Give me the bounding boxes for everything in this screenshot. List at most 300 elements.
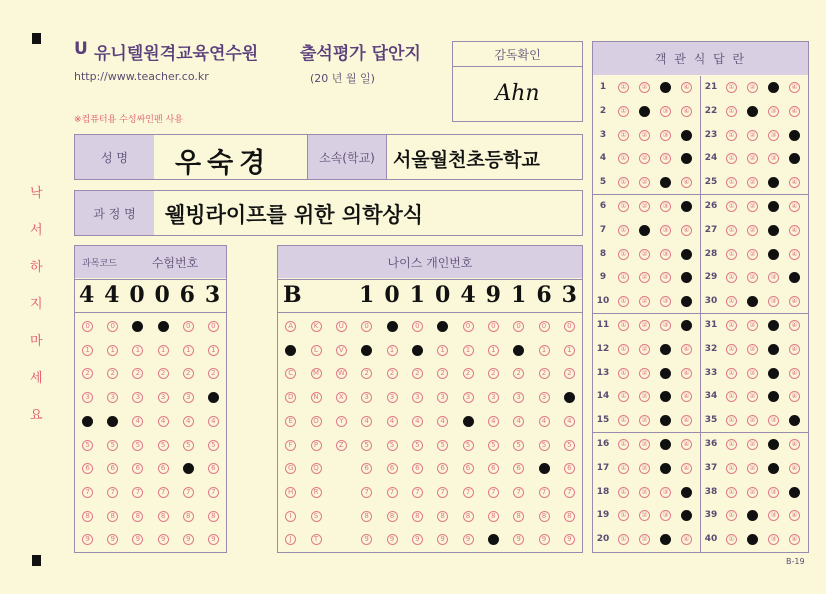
answer-bubble: ④ bbox=[681, 130, 692, 141]
answer-bubble: ② bbox=[639, 391, 650, 402]
nice-bubble: 6 bbox=[564, 463, 575, 474]
answer-bubble: ③ bbox=[768, 225, 779, 236]
answer-bubble: ① bbox=[726, 225, 737, 236]
nice-bubble: 5 bbox=[488, 440, 499, 451]
answer-bubble: ④ bbox=[681, 201, 692, 212]
nice-bubble: S bbox=[311, 511, 322, 522]
answer-bubble: ① bbox=[618, 249, 629, 260]
answer-bubble: ④ bbox=[681, 439, 692, 450]
exam-bubble: 6 bbox=[183, 463, 194, 474]
nice-bubble: 7 bbox=[463, 487, 474, 498]
exam-bubble: 7 bbox=[183, 487, 194, 498]
exam-bubble: 3 bbox=[132, 392, 143, 403]
notice-text: ※컴퓨터용 수성싸인펜 사용 bbox=[74, 115, 183, 125]
answer-bubble: ② bbox=[639, 177, 650, 188]
nice-bubble: 6 bbox=[513, 463, 524, 474]
answer-bubble: ① bbox=[618, 130, 629, 141]
question-number: 18 bbox=[596, 486, 610, 497]
answer-bubble: ① bbox=[726, 439, 737, 450]
question-number: 14 bbox=[596, 391, 610, 402]
answer-bubble: ③ bbox=[768, 415, 779, 426]
exam-bubble: 8 bbox=[183, 511, 194, 522]
answer-section bbox=[592, 41, 809, 553]
exam-bubble: 8 bbox=[82, 511, 93, 522]
exam-number-section bbox=[74, 245, 227, 553]
exam-bubble: 9 bbox=[183, 534, 194, 545]
question-number: 12 bbox=[596, 343, 610, 354]
question-number: 39 bbox=[704, 510, 718, 521]
question-number: 3 bbox=[599, 129, 607, 140]
answer-bubble: ② bbox=[747, 391, 758, 402]
answer-bubble: ① bbox=[726, 296, 737, 307]
supervisor-label: 감독확인 bbox=[453, 42, 582, 67]
nice-digit: 3 bbox=[561, 282, 577, 308]
question-number: 5 bbox=[599, 177, 607, 188]
nice-bubble: 3 bbox=[437, 392, 448, 403]
answer-bubble: ① bbox=[618, 510, 629, 521]
question-number: 11 bbox=[596, 320, 610, 330]
nice-bubble: 2 bbox=[564, 368, 575, 379]
nice-bubble: 1 bbox=[437, 345, 448, 356]
nice-bubble: 3 bbox=[564, 392, 575, 403]
nice-bubble: 3 bbox=[513, 392, 524, 403]
nice-bubble: 4 bbox=[412, 416, 423, 427]
answer-bubble: ④ bbox=[681, 177, 692, 188]
answer-bubble: ③ bbox=[660, 177, 671, 188]
header-date: (20 년 월 일) bbox=[310, 72, 375, 85]
exam-bubble: 8 bbox=[107, 511, 118, 522]
nice-bubble: 7 bbox=[412, 487, 423, 498]
answer-bubble: ③ bbox=[768, 368, 779, 379]
answer-bubble: ④ bbox=[789, 391, 800, 402]
nice-bubble: 7 bbox=[361, 487, 372, 498]
exam-bubble: 4 bbox=[183, 416, 194, 427]
exam-bubble: 6 bbox=[158, 463, 169, 474]
nice-bubble: 2 bbox=[437, 368, 448, 379]
answer-bubble: ④ bbox=[789, 320, 800, 331]
nice-digit: 9 bbox=[485, 282, 501, 308]
question-number: 15 bbox=[596, 415, 610, 426]
nice-bubble: 5 bbox=[513, 440, 524, 451]
answer-bubble: ④ bbox=[681, 510, 692, 521]
answer-bubble: ③ bbox=[660, 344, 671, 355]
nice-bubble: 0 bbox=[564, 321, 575, 332]
nice-bubble: 7 bbox=[387, 487, 398, 498]
exam-bubble: 4 bbox=[82, 416, 93, 427]
answer-bubble: ③ bbox=[660, 296, 671, 307]
nice-bubble: X bbox=[336, 392, 347, 403]
side-char: 하 bbox=[30, 260, 43, 275]
exam-bubble: 1 bbox=[158, 345, 169, 356]
nice-bubble: 1 bbox=[513, 345, 524, 356]
exam-bubble: 3 bbox=[158, 392, 169, 403]
nice-bubble: 2 bbox=[463, 368, 474, 379]
nice-bubble: 3 bbox=[387, 392, 398, 403]
answer-bubble: ① bbox=[618, 344, 629, 355]
exam-bubble: 7 bbox=[158, 487, 169, 498]
exam-bubble: 8 bbox=[158, 511, 169, 522]
answer-bubble: ① bbox=[726, 510, 737, 521]
registration-mark-top bbox=[32, 33, 41, 44]
nice-bubble: H bbox=[285, 487, 296, 498]
question-number: 25 bbox=[704, 177, 718, 188]
exam-bubble: 9 bbox=[208, 534, 219, 545]
nice-bubble: 0 bbox=[539, 321, 550, 332]
answer-bubble: ④ bbox=[681, 344, 692, 355]
question-number: 19 bbox=[596, 510, 610, 521]
nice-number-label: 나이스 개인번호 bbox=[278, 246, 582, 278]
answer-bubble: ③ bbox=[660, 463, 671, 474]
answer-bubble: ④ bbox=[789, 130, 800, 141]
nice-bubble: 4 bbox=[387, 416, 398, 427]
exam-bubble: 8 bbox=[132, 511, 143, 522]
answer-bubble: ③ bbox=[768, 296, 779, 307]
exam-bubble: 5 bbox=[82, 440, 93, 451]
nice-bubble: 7 bbox=[437, 487, 448, 498]
nice-bubble: 0 bbox=[361, 321, 372, 332]
nice-digit: 0 bbox=[384, 282, 400, 308]
nice-bubble: 3 bbox=[412, 392, 423, 403]
question-number: 26 bbox=[704, 201, 718, 211]
question-number: 34 bbox=[704, 391, 718, 402]
name-row bbox=[74, 134, 583, 180]
exam-digit: 0 bbox=[154, 282, 170, 308]
answer-bubble: ② bbox=[747, 415, 758, 426]
answer-bubble: ① bbox=[726, 320, 737, 331]
answer-bubble: ① bbox=[726, 82, 737, 93]
nice-bubble: 6 bbox=[488, 463, 499, 474]
question-number: 37 bbox=[704, 462, 718, 473]
nice-bubble: 8 bbox=[488, 511, 499, 522]
nice-bubble: 4 bbox=[488, 416, 499, 427]
exam-bubble: 7 bbox=[107, 487, 118, 498]
nice-number-section bbox=[277, 245, 583, 553]
answer-bubble: ② bbox=[639, 439, 650, 450]
side-char: 낙 bbox=[30, 186, 43, 201]
answer-bubble: ④ bbox=[789, 82, 800, 93]
answer-bubble: ② bbox=[747, 510, 758, 521]
exam-bubble: 1 bbox=[82, 345, 93, 356]
answer-bubble: ③ bbox=[768, 82, 779, 93]
answer-bubble: ① bbox=[618, 368, 629, 379]
answer-bubble: ④ bbox=[681, 368, 692, 379]
nice-bubble: 9 bbox=[463, 534, 474, 545]
answer-bubble: ② bbox=[747, 439, 758, 450]
affiliation-value: 서울월천초등학교 bbox=[393, 149, 540, 171]
answer-bubble: ② bbox=[639, 249, 650, 260]
exam-bubble: 2 bbox=[208, 368, 219, 379]
nice-bubble: K bbox=[311, 321, 322, 332]
answer-bubble: ① bbox=[618, 296, 629, 307]
answer-bubble: ④ bbox=[789, 201, 800, 212]
answer-bubble: ② bbox=[747, 296, 758, 307]
exam-bubble: 0 bbox=[158, 321, 169, 332]
question-number: 4 bbox=[599, 153, 607, 164]
exam-bubble: 5 bbox=[107, 440, 118, 451]
exam-number-bubble-grid bbox=[75, 312, 226, 552]
answer-bubble: ① bbox=[618, 463, 629, 474]
answer-bubble: ④ bbox=[681, 415, 692, 426]
question-number: 7 bbox=[599, 224, 607, 235]
answer-bubble: ① bbox=[726, 249, 737, 260]
exam-bubble: 9 bbox=[82, 534, 93, 545]
answer-bubble: ② bbox=[639, 272, 650, 283]
answer-bubble: ① bbox=[618, 272, 629, 283]
nice-bubble: 1 bbox=[361, 345, 372, 356]
nice-bubble: 9 bbox=[437, 534, 448, 545]
answer-bubble: ③ bbox=[768, 487, 779, 498]
header-org-title: 유니텔원격교육연수원 bbox=[94, 44, 259, 64]
answer-bubble: ④ bbox=[789, 415, 800, 426]
course-label: 과 정 명 bbox=[75, 191, 154, 235]
side-char: 세 bbox=[30, 371, 43, 386]
nice-bubble: O bbox=[311, 416, 322, 427]
answer-bubble: ② bbox=[747, 225, 758, 236]
name-value: 우숙경 bbox=[175, 148, 272, 179]
answer-bubble: ③ bbox=[660, 415, 671, 426]
exam-bubble: 6 bbox=[107, 463, 118, 474]
nice-bubble: 7 bbox=[488, 487, 499, 498]
question-number: 9 bbox=[599, 272, 607, 283]
answer-bubble: ④ bbox=[681, 487, 692, 498]
nice-bubble: 9 bbox=[513, 534, 524, 545]
question-number: 6 bbox=[599, 201, 607, 211]
nice-bubble: 7 bbox=[513, 487, 524, 498]
nice-bubble: 1 bbox=[387, 345, 398, 356]
question-number: 21 bbox=[704, 82, 718, 92]
course-value: 웰빙라이프를 위한 의학상식 bbox=[165, 202, 424, 227]
answer-bubble: ② bbox=[747, 82, 758, 93]
exam-bubble: 3 bbox=[107, 392, 118, 403]
nice-bubble: 2 bbox=[488, 368, 499, 379]
exam-number-digits bbox=[75, 279, 226, 313]
exam-bubble: 2 bbox=[82, 368, 93, 379]
nice-bubble: 2 bbox=[361, 368, 372, 379]
nice-bubble: 2 bbox=[539, 368, 550, 379]
answer-bubble: ④ bbox=[789, 368, 800, 379]
nice-bubble: 8 bbox=[387, 511, 398, 522]
answer-bubble: ② bbox=[639, 201, 650, 212]
answer-title: 객 관 식 답 란 bbox=[593, 42, 808, 75]
nice-bubble: 6 bbox=[437, 463, 448, 474]
nice-bubble: 5 bbox=[437, 440, 448, 451]
nice-bubble: 9 bbox=[387, 534, 398, 545]
exam-bubble: 7 bbox=[208, 487, 219, 498]
answer-bubble: ② bbox=[639, 320, 650, 331]
nice-number-bubble-grid bbox=[278, 312, 582, 552]
answer-bubble: ① bbox=[618, 177, 629, 188]
answer-bubble: ③ bbox=[768, 320, 779, 331]
answer-bubble: ③ bbox=[660, 106, 671, 117]
answer-bubble-grid bbox=[593, 76, 808, 552]
header-form-title: 출석평가 답안지 bbox=[300, 44, 421, 64]
nice-digit: 1 bbox=[359, 282, 375, 308]
nice-bubble: T bbox=[311, 534, 322, 545]
question-number: 40 bbox=[704, 534, 718, 545]
answer-bubble: ④ bbox=[681, 463, 692, 474]
answer-bubble: ① bbox=[726, 415, 737, 426]
nice-digit: 1 bbox=[409, 282, 425, 308]
exam-bubble: 4 bbox=[107, 416, 118, 427]
exam-bubble: 5 bbox=[132, 440, 143, 451]
answer-bubble: ① bbox=[726, 153, 737, 164]
nice-bubble: 7 bbox=[564, 487, 575, 498]
answer-bubble: ② bbox=[747, 177, 758, 188]
nice-bubble: 1 bbox=[463, 345, 474, 356]
question-number: 36 bbox=[704, 439, 718, 449]
nice-bubble: I bbox=[285, 511, 296, 522]
supervisor-box bbox=[452, 41, 583, 122]
name-label: 성 명 bbox=[75, 135, 154, 179]
nice-bubble: 4 bbox=[463, 416, 474, 427]
exam-digit: 6 bbox=[179, 282, 195, 308]
exam-digit: 4 bbox=[79, 282, 95, 308]
answer-bubble: ① bbox=[726, 368, 737, 379]
exam-digit: 0 bbox=[129, 282, 145, 308]
exam-bubble: 5 bbox=[183, 440, 194, 451]
answer-bubble: ③ bbox=[660, 225, 671, 236]
answer-bubble: ② bbox=[747, 130, 758, 141]
answer-bubble: ① bbox=[618, 320, 629, 331]
nice-bubble: 9 bbox=[564, 534, 575, 545]
exam-bubble: 0 bbox=[208, 321, 219, 332]
nice-bubble: 5 bbox=[361, 440, 372, 451]
answer-bubble: ④ bbox=[789, 106, 800, 117]
answer-bubble: ① bbox=[618, 106, 629, 117]
exam-bubble: 5 bbox=[158, 440, 169, 451]
header-url: http://www.teacher.co.kr bbox=[74, 70, 209, 83]
answer-bubble: ② bbox=[639, 153, 650, 164]
answer-bubble: ② bbox=[639, 487, 650, 498]
answer-bubble: ② bbox=[639, 296, 650, 307]
answer-bubble: ② bbox=[639, 368, 650, 379]
answer-bubble: ② bbox=[639, 510, 650, 521]
answer-bubble: ③ bbox=[660, 391, 671, 402]
answer-bubble: ① bbox=[726, 463, 737, 474]
question-number: 23 bbox=[704, 129, 718, 140]
answer-bubble: ② bbox=[639, 130, 650, 141]
answer-bubble: ① bbox=[726, 344, 737, 355]
exam-bubble: 9 bbox=[132, 534, 143, 545]
nice-bubble: F bbox=[285, 440, 296, 451]
answer-bubble: ③ bbox=[768, 249, 779, 260]
question-number: 16 bbox=[596, 439, 610, 449]
form-code: B-19 bbox=[786, 557, 805, 566]
answer-bubble: ④ bbox=[681, 534, 692, 545]
question-number: 32 bbox=[704, 343, 718, 354]
exam-bubble: 4 bbox=[132, 416, 143, 427]
answer-bubble: ② bbox=[747, 153, 758, 164]
course-row bbox=[74, 190, 583, 236]
nice-bubble: G bbox=[285, 463, 296, 474]
answer-bubble: ④ bbox=[789, 534, 800, 545]
answer-bubble: ③ bbox=[660, 153, 671, 164]
nice-bubble: 8 bbox=[513, 511, 524, 522]
exam-bubble: 1 bbox=[132, 345, 143, 356]
nice-bubble: P bbox=[311, 440, 322, 451]
answer-bubble: ④ bbox=[681, 272, 692, 283]
nice-bubble: 6 bbox=[412, 463, 423, 474]
answer-bubble: ① bbox=[726, 391, 737, 402]
answer-bubble: ① bbox=[618, 439, 629, 450]
question-number: 28 bbox=[704, 248, 718, 259]
answer-bubble: ④ bbox=[789, 225, 800, 236]
answer-bubble: ① bbox=[618, 487, 629, 498]
question-number: 31 bbox=[704, 320, 718, 330]
nice-bubble: 2 bbox=[387, 368, 398, 379]
exam-bubble: 1 bbox=[107, 345, 118, 356]
nice-bubble: Z bbox=[336, 440, 347, 451]
nice-bubble: 5 bbox=[539, 440, 550, 451]
nice-bubble: 6 bbox=[539, 463, 550, 474]
answer-bubble: ③ bbox=[660, 487, 671, 498]
answer-bubble: ① bbox=[726, 106, 737, 117]
answer-bubble: ④ bbox=[789, 296, 800, 307]
answer-bubble: ④ bbox=[681, 106, 692, 117]
answer-bubble: ④ bbox=[789, 487, 800, 498]
exam-bubble: 7 bbox=[82, 487, 93, 498]
nice-bubble: 5 bbox=[412, 440, 423, 451]
side-char: 서 bbox=[30, 223, 43, 238]
answer-bubble: ④ bbox=[789, 510, 800, 521]
nice-bubble: 2 bbox=[412, 368, 423, 379]
question-number: 1 bbox=[599, 82, 607, 92]
exam-bubble: 0 bbox=[82, 321, 93, 332]
answer-bubble: ② bbox=[639, 344, 650, 355]
answer-bubble: ① bbox=[618, 391, 629, 402]
exam-bubble: 6 bbox=[208, 463, 219, 474]
question-number: 33 bbox=[704, 367, 718, 378]
nice-number-digits bbox=[278, 279, 582, 313]
question-number: 35 bbox=[704, 415, 718, 426]
answer-bubble: ③ bbox=[660, 249, 671, 260]
answer-bubble: ④ bbox=[789, 249, 800, 260]
side-char: 지 bbox=[30, 297, 43, 312]
nice-bubble: 6 bbox=[387, 463, 398, 474]
answer-bubble: ① bbox=[618, 201, 629, 212]
answer-bubble: ③ bbox=[660, 368, 671, 379]
nice-bubble: V bbox=[336, 345, 347, 356]
question-number: 22 bbox=[704, 105, 718, 116]
nice-bubble: 9 bbox=[539, 534, 550, 545]
exam-bubble: 4 bbox=[158, 416, 169, 427]
nice-bubble: 0 bbox=[513, 321, 524, 332]
answer-bubble: ④ bbox=[681, 391, 692, 402]
nice-bubble: 1 bbox=[564, 345, 575, 356]
answer-bubble: ③ bbox=[660, 320, 671, 331]
exam-bubble: 1 bbox=[183, 345, 194, 356]
nice-bubble: J bbox=[285, 534, 296, 545]
exam-bubble: 3 bbox=[82, 392, 93, 403]
nice-bubble: 1 bbox=[539, 345, 550, 356]
nice-bubble: 3 bbox=[463, 392, 474, 403]
nice-bubble: B bbox=[285, 345, 296, 356]
nice-bubble: Q bbox=[311, 463, 322, 474]
nice-bubble: A bbox=[285, 321, 296, 332]
nice-bubble: Y bbox=[336, 416, 347, 427]
nice-bubble: E bbox=[285, 416, 296, 427]
nice-bubble: W bbox=[336, 368, 347, 379]
exam-bubble: 9 bbox=[107, 534, 118, 545]
answer-bubble: ③ bbox=[660, 534, 671, 545]
question-number: 10 bbox=[596, 296, 610, 307]
nice-bubble: 3 bbox=[361, 392, 372, 403]
answer-bubble: ③ bbox=[768, 344, 779, 355]
course-code-label: 과목코드 bbox=[75, 246, 125, 278]
supervisor-signature: Ahn bbox=[495, 81, 540, 106]
nice-bubble: 4 bbox=[539, 416, 550, 427]
question-number: 20 bbox=[596, 534, 610, 545]
